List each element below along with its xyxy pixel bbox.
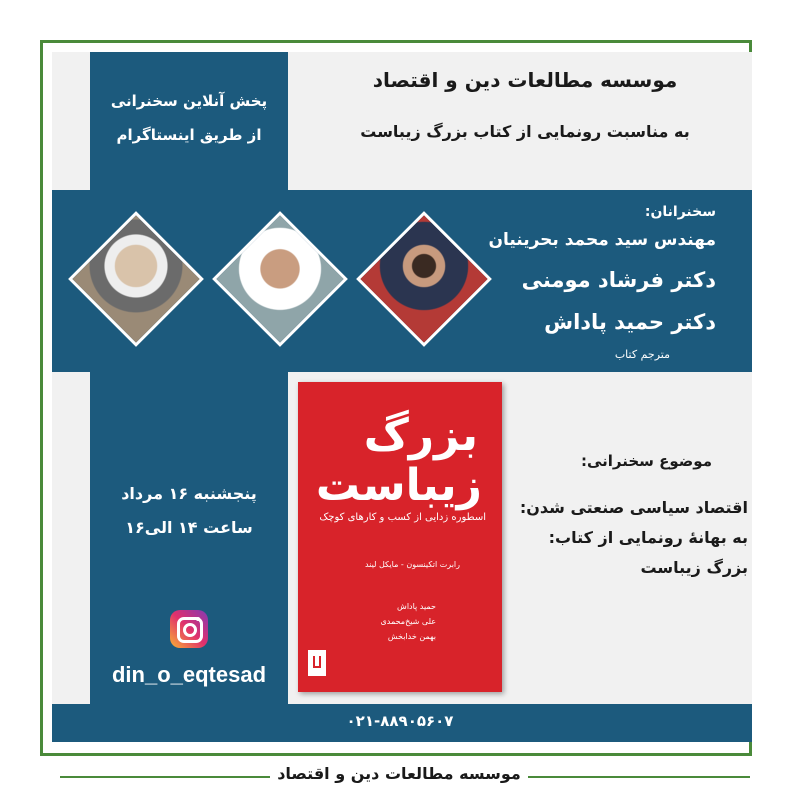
topic-label: موضوع سخنرانی: [580,452,712,470]
book-cover [298,382,502,692]
speakers-label: سخنرانان: [644,204,716,220]
speaker-name-2: دکتر فرشاد مومنی [521,268,716,292]
topic-line1: اقتصاد سیاسی صنعتی شدن: [519,498,748,517]
speaker-name-1: مهندس سید محمد بحرینیان [488,230,716,250]
event-time: ساعت ۱۴ الی۱۶ [125,518,253,537]
broadcast-column [90,52,288,190]
institute-title: موسسه مطالعات دین و اقتصاد [372,68,678,92]
topic-line3: بزرگ زیباست [640,558,748,577]
publisher-logo [308,650,326,676]
footer-line-left [60,776,270,778]
book-title-line2: زیباست [315,460,482,511]
book-subtitle: اسطوره زدایی از کسب و کارهای کوچک [319,512,486,523]
instagram-icon[interactable] [170,610,208,648]
book-title-line1: بزرگ [363,410,478,461]
event-day: پنجشنبه ۱۶ مرداد [121,484,257,503]
occasion-text: به مناسبت رونمایی از کتاب بزرگ زیباست [360,122,690,141]
book-translator-3: بهمن خدابخش [387,632,436,641]
speaker-name-3: دکتر حمید پاداش [544,310,716,334]
instagram-handle[interactable]: din_o_eqtesad [111,662,267,687]
book-translator-1: حمید پاداش [397,602,436,611]
topic-line2: به بهانۀ رونمایی از کتاب: [548,528,748,547]
footer-line-right [528,776,750,778]
broadcast-line2: از طریق اینستاگرام [116,126,262,144]
speaker-role: مترجم کتاب [614,348,670,361]
book-translator-2: علی شیخ‌محمدی [380,617,436,626]
footer-text: موسسه مطالعات دین و اقتصاد [277,764,521,783]
broadcast-line1: پخش آنلاین سخنرانی [110,92,268,110]
schedule-column [90,372,288,704]
book-authors: رابرت اتکینسون - مایکل لیند [364,560,460,569]
contact-phone[interactable]: ۰۲۱-۸۸۹۰۵۶۰۷ [346,712,454,730]
